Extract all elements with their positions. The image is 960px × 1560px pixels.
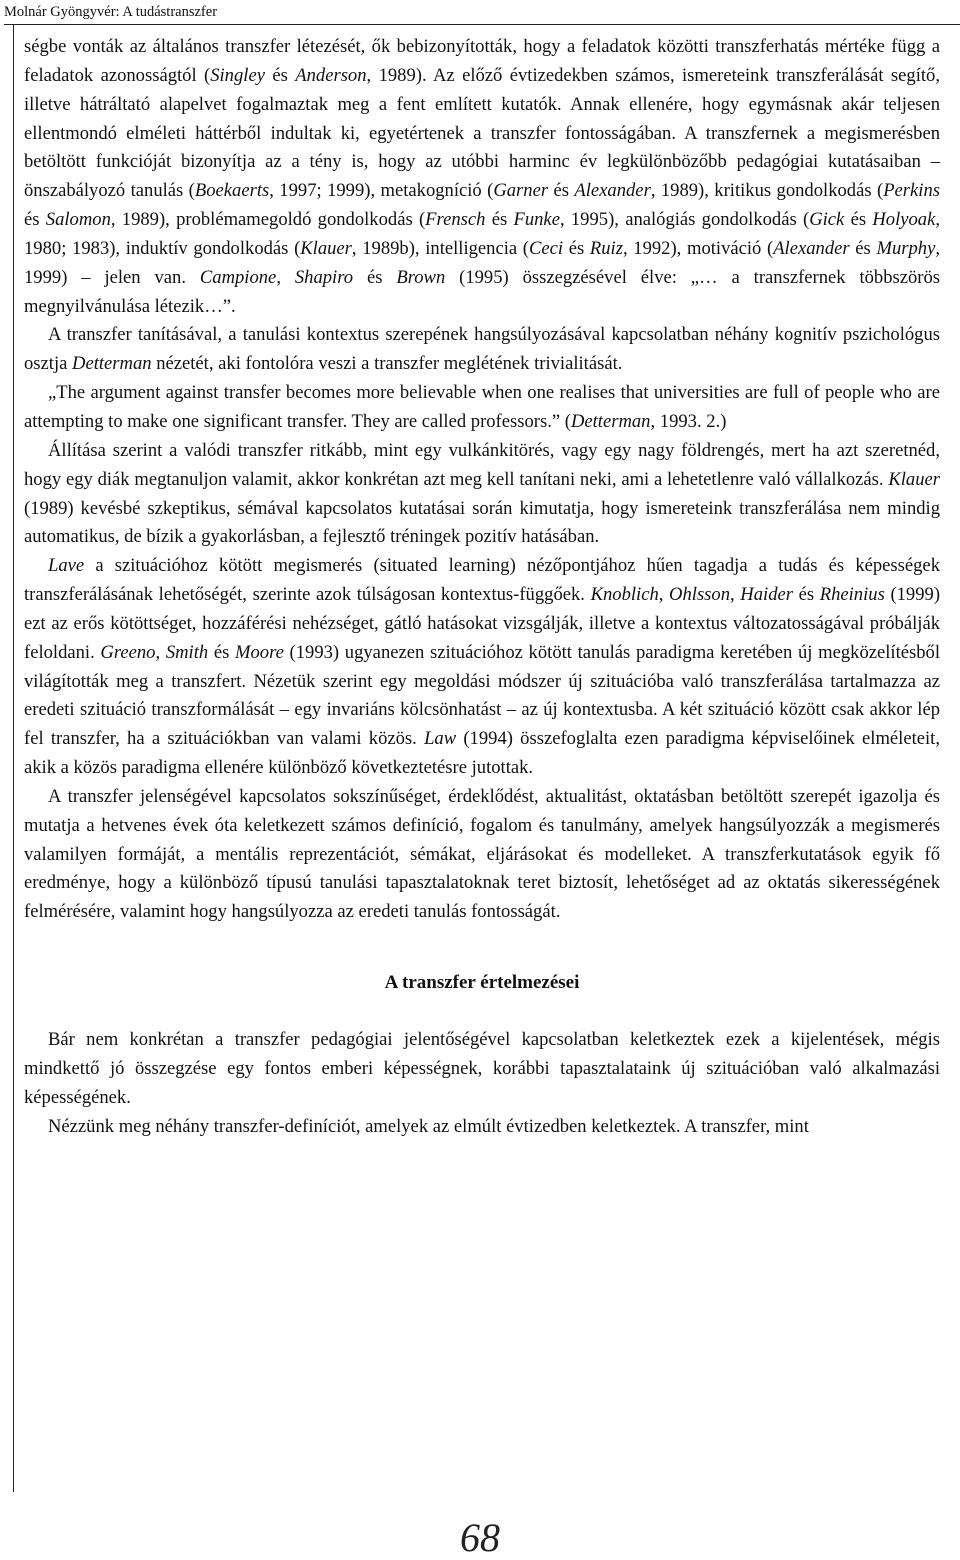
text-run: Állítása szerint a valódi transzfer ritkább, mint egy vulkánkitörés, vagy egy nagy földrengés, mert ha azt szeretnéd, hogy egy diák megtanuljon valamit, akkor konkrétan azt meg kell tanítani neki, ami a lehetetlenre való vállalkozás.	[24, 439, 940, 490]
cited-author: Rheinius	[819, 584, 885, 606]
text-run: , 1989), kritikus gondolkodás (	[650, 180, 884, 202]
text-run: (1999) ezt az erős kötöttséget, hozzáférési nehézséget, gátló hatásokat vizsgálják, illetve a kontextus változatosságával próbálják feloldani.	[24, 584, 941, 663]
cited-author: Perkins	[883, 180, 940, 202]
quote-paragraph	[24, 379, 940, 437]
cited-author: Ceci	[529, 237, 564, 259]
text-run: , 1997; 1999), metakogníció (	[269, 180, 494, 202]
cited-author: Shapiro	[294, 266, 354, 288]
cited-author: Boekaerts	[194, 180, 270, 202]
text-run: (1994) összefoglalta ezen paradigma képviselőinek elméleteit, akik a közös paradigma ellenére különböző következtetésre jutottak.	[24, 728, 940, 779]
page-number: 68	[460, 1515, 500, 1560]
cited-author: Moore	[235, 641, 284, 663]
cited-author: Ruiz	[589, 237, 623, 259]
cited-author: Smith	[165, 641, 209, 663]
cited-author: Klauer	[300, 237, 352, 259]
text-run: , 1989b), intelligencia (	[351, 237, 529, 259]
cited-author: Detterman	[570, 410, 651, 432]
text-run: , 1993. 2.)	[650, 410, 727, 432]
text-run: ségbe vonták az általános transzfer létezését, ők bebizonyították, hogy a feladatok közötti transzferhatás mértéke függ a feladatok azonosságtól (	[24, 36, 940, 86]
cited-author: Frensch	[425, 209, 486, 231]
cited-author: Haider	[740, 584, 793, 606]
cited-author: Detterman	[72, 353, 152, 375]
cited-author: Knoblich	[590, 584, 659, 606]
text-run: (1989) kevésbé szkeptikus, sémával kapcsolatos kutatásai során kimutatja, hogy ismereteink transzferálása nem mindig automatikus, de bízik a gyakorlásban, a fejlesztő tréningek pozitív hatásában.	[24, 497, 940, 548]
margin-rule	[13, 24, 14, 1492]
cited-author: Singley	[210, 64, 265, 86]
running-title: Molnár Gyöngyvér: A tudástranszfer	[4, 4, 218, 20]
paragraph-2	[24, 321, 940, 379]
paragraph-4	[24, 437, 940, 552]
cited-author: Greeno	[100, 641, 156, 663]
text-run: és	[208, 641, 235, 663]
text-run: A transzfer jelenségével kapcsolatos sokszínűséget, érdeklődést, aktualitást, oktatásban betöltött szerepét igazolja és mutatja a hetvenes évek óta keletkezett számos definíció, fogalom és tanulmány, amelyek hangsúlyozzák a megismerés valamilyen formáját, a mentális reprezentációt, sémákat, eljárásokat és modelleket. A transzferkutatások egyik fő eredménye, hogy a különböző típusú tanulási tapasztalatoknak teret biztosít, lehetőséget ad az oktatás sikerességének felmérésére, valamint hogy hangsúlyozza az eredeti tanulás fontosságát.	[24, 785, 940, 923]
cited-author: Gick	[809, 209, 845, 231]
paragraph-1	[24, 33, 940, 321]
cited-author: Klauer	[888, 468, 940, 490]
cited-author: Law	[424, 728, 457, 750]
cited-author: Funke	[513, 209, 560, 231]
text-run: a szituációhoz kötött megismerés (situated learning) nézőpontjához hűen tagadja a tudás és képességek transzferálásának lehetőségét, szerinte azok túlságosan kontextus-függőek.	[24, 555, 940, 606]
paragraph-6	[24, 783, 940, 927]
text-run: és	[264, 64, 296, 86]
cited-author: Holyoak	[872, 209, 936, 231]
cited-author: Salomon	[45, 209, 111, 231]
text-run: , 1995), analógiás gondolkodás (	[559, 209, 810, 231]
text-run: ,	[730, 584, 741, 606]
text-run: ,	[276, 266, 295, 288]
text-run: és	[792, 584, 820, 606]
cited-author: Ohlsson	[669, 584, 731, 606]
cited-author: Murphy	[876, 237, 936, 259]
cited-author: Campione	[199, 266, 277, 288]
text-run: ,	[155, 641, 166, 663]
paragraph-5	[24, 552, 940, 783]
text-run: (1993) ugyanezen szituációhoz kötött tanulás paradigma keretében új megközelítésből világították meg a transzfert. Nézetük szerint egy megoldási módszer új szituációba való transzferálása tartalmazza az eredeti szituáció transzformálását – egy invariáns kölcsönhatást – az új kontextusba. A két szituáció között csak akkor lép fel transzfer, ha a szituációkban van valami közös.	[24, 641, 940, 750]
text-run: és	[24, 209, 46, 231]
text-run: és	[548, 180, 575, 202]
text-run: , 1992), motiváció (	[622, 237, 774, 259]
text-run: ,	[658, 584, 670, 606]
body-text	[24, 33, 940, 1141]
cited-author: Alexander	[773, 237, 850, 259]
paragraph-7	[24, 1026, 940, 1113]
text-run: és	[849, 237, 877, 259]
text-run: és	[353, 266, 397, 288]
text-run: Bár nem konkrétan a transzfer pedagógiai jelentőségével kapcsolatban keletkeztek ezek a kijelentések, mégis mindkettő jó összegzése egy fontos emberi képességnek, korábbi tapasztalataink új szituációban való alkalmazási képességének.	[24, 1029, 940, 1108]
cited-author: Alexander	[574, 180, 651, 202]
text-run: és	[844, 209, 873, 231]
paragraph-8	[24, 1113, 940, 1142]
text-run: , 1999) – jelen van.	[24, 237, 940, 288]
text-run: , 1989), problémamegoldó gondolkodás (	[110, 209, 426, 231]
text-run: és	[563, 237, 590, 259]
running-header	[4, 2, 960, 25]
text-run: A transzfer tanításával, a tanulási kontextus szerepének hangsúlyozásával kapcsolatban néhány kognitív pszichológus osztja	[24, 324, 940, 375]
text-run: és	[485, 209, 514, 231]
cited-author: Garner	[493, 180, 549, 202]
text-run: , 1980; 1983), induktív gondolkodás (	[24, 209, 941, 259]
cited-author: Lave	[48, 555, 85, 577]
cited-author: Brown	[396, 266, 446, 288]
section-heading: A transzfer értelmezései	[384, 972, 580, 994]
text-run: , 1989). Az előző évtizedekben számos, ismereteink transzferálását segítő, illetve hátráltató alapelvet fogalmaztak meg a fent említett kutatók. Annak ellenére, hogy egymásnak akár teljesen ellentmondó elméleti háttérből indultak ki, egyetértenek a transzfer fontosságában. A transzfernek a megismerésben betöltött funkcióját bizonyítja az a tény is, hogy az utóbbi harminc év legkülönbözőbb pedagógiai kutatásaiban – önszabályozó tanulás (	[24, 64, 940, 202]
text-run: (1995) összegzésével élve: „… a transzfernek többszörös megnyilvánulása létezik…”.	[24, 266, 941, 317]
text-run: „The argument against transfer becomes more believable when one realises that universities are full of people who are attempting to make one significant transfer. They are called professors.” (	[24, 382, 940, 432]
text-run: nézetét, aki fontolóra veszi a transzfer meglétének trivialitását.	[151, 353, 623, 375]
cited-author: Anderson	[295, 64, 367, 86]
text-run: Nézzünk meg néhány transzfer-definíciót, amelyek az elmúlt évtizedben keletkeztek. A transzfer, mint	[48, 1115, 809, 1137]
